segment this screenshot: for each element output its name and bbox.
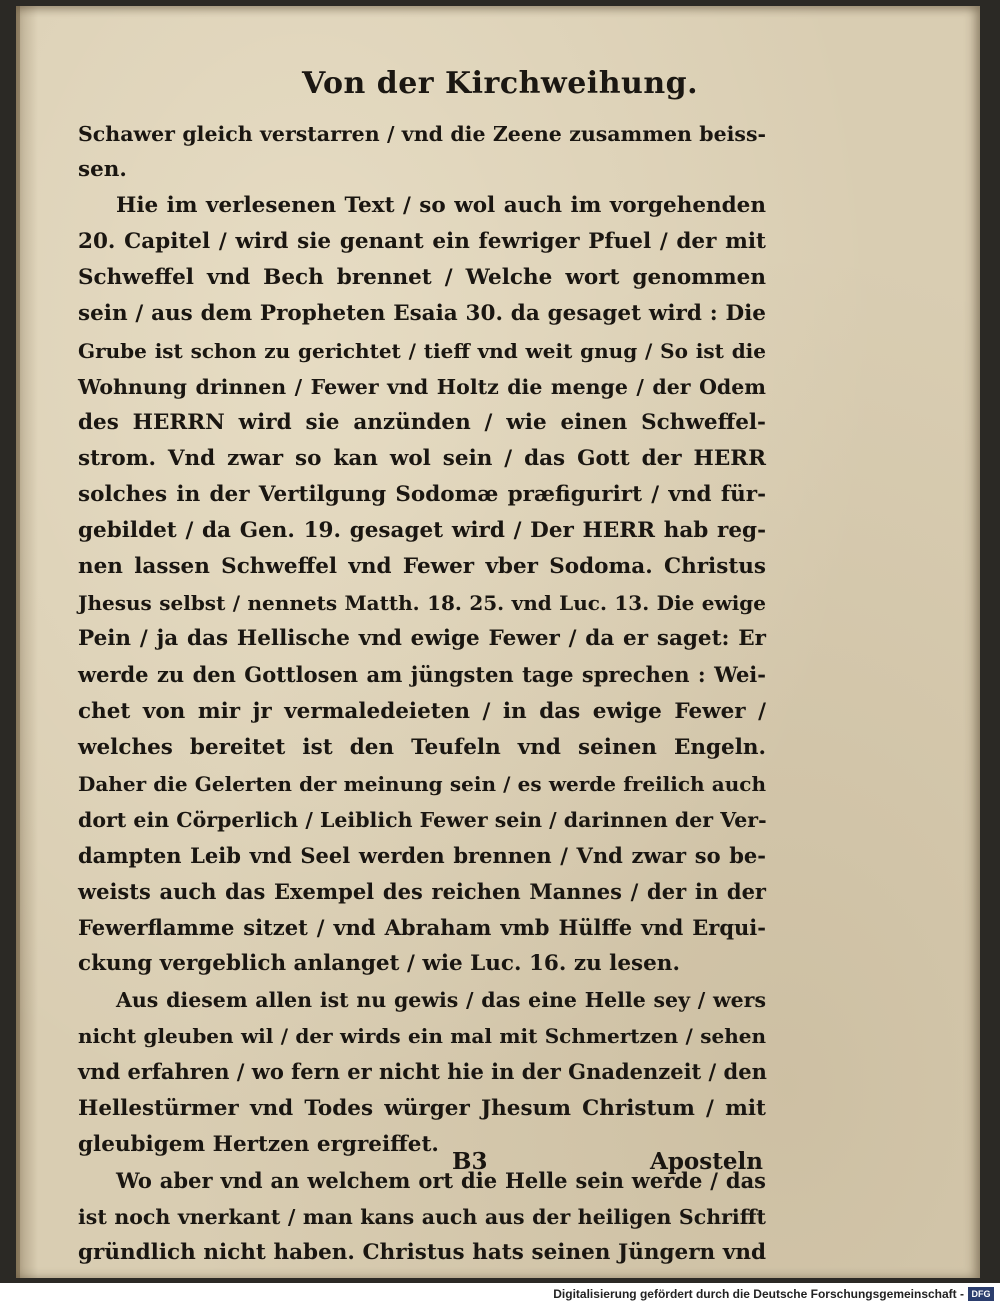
text-line: solches in der Vertilgung Sodomæ præfigurirt / vnd für- — [78, 481, 766, 507]
text-line: chet von mir jr vermaledeieten / in das ewige Fewer / — [78, 698, 766, 724]
text-line: Wohnung drinnen / Fewer vnd Holtz die menge / der Odem — [78, 374, 766, 399]
body-text — [78, 116, 766, 1271]
text-line: Daher die Gelerten der meinung sein / es werde freilich auch — [78, 771, 766, 796]
text-line: nen lassen Schweffel vnd Fewer vber Sodoma. Christus — [78, 554, 766, 580]
text-line: Aus diesem allen ist nu gewis / das eine Helle sey / wers — [116, 988, 766, 1013]
text-line: 20. Capitel / wird sie genant ein fewriger Pfuel / der mit — [78, 229, 766, 255]
text-line: Fewerflamme sitzet / vnd Abraham vmb Hülffe vnd Erqui- — [78, 915, 766, 941]
text-line: Hellestürmer vnd Todes würger Jhesum Christum / mit — [78, 1095, 766, 1121]
text-line: Schweffel vnd Bech brennet / Welche wort genommen — [78, 265, 766, 291]
text-line: nicht gleuben wil / der wirds ein mal mit Schmertzen / sehen — [78, 1024, 766, 1049]
running-head: Von der Kirchweihung. — [301, 66, 699, 101]
text-line: Hie im verlesenen Text / so wol auch im vorgehenden — [116, 193, 766, 219]
signature-mark: B3 — [452, 1148, 488, 1175]
text-line: werde zu den Gottlosen am jüngsten tage sprechen : Wei- — [78, 662, 766, 688]
text-line: ckung vergeblich anlanget / wie Luc. 16. zu lesen. — [78, 951, 680, 977]
catchword: Aposteln — [650, 1148, 763, 1175]
text-line: des HERRN wird sie anzünden / wie einen Schweffel- — [78, 409, 766, 435]
text-line: Pein / ja das Hellische vnd ewige Fewer / da er saget: Er — [78, 626, 766, 652]
text-line: Jhesus selbst / nennets Matth. 18. 25. vnd Luc. 13. Die ewige — [78, 591, 766, 616]
text-line: strom. Vnd zwar so kan wol sein / das Gott der HERR — [78, 445, 766, 471]
text-line: sen. — [78, 157, 127, 183]
dfg-logo: DFG — [968, 1287, 994, 1301]
credit-bar — [0, 1283, 1000, 1305]
text-line: gebildet / da Gen. 19. gesaget wird / Der HERR hab reg- — [78, 518, 766, 544]
text-line: Wo aber vnd an welchem ort die Helle sein werde / das — [116, 1167, 766, 1193]
text-line: Grube ist schon zu gerichtet / tieff vnd weit gnug / So ist die — [78, 338, 766, 363]
text-line: sein / aus dem Propheten Esaia 30. da gesaget wird : Die — [78, 301, 766, 327]
text-line: gleubigem Hertzen ergreiffet. — [78, 1131, 439, 1157]
text-line: vnd erfahren / wo fern er nicht hie in der Gnadenzeit / den — [78, 1059, 767, 1085]
credit-text: Digitalisierung gefördert durch die Deutsche Forschungsgemeinschaft - — [553, 1287, 964, 1301]
text-line: Schawer gleich verstarren / vnd die Zeene zusammen beiss- — [78, 122, 766, 146]
page-gutter — [16, 6, 20, 1278]
text-line: dampten Leib vnd Seel werden brennen / Vnd zwar so be- — [78, 842, 766, 868]
text-line: dort ein Cörperlich / Leiblich Fewer sein / darinnen der Ver- — [78, 807, 767, 832]
text-line: ist noch vnerkant / man kans auch aus der heiligen Schrifft — [78, 1204, 766, 1229]
text-line: weists auch das Exempel des reichen Mannes / der in der — [78, 878, 766, 904]
text-line: gründlich nicht haben. Christus hats seinen Jüngern vnd — [78, 1239, 766, 1265]
text-line: welches bereitet ist den Teufeln vnd seinen Engeln. — [78, 734, 766, 760]
